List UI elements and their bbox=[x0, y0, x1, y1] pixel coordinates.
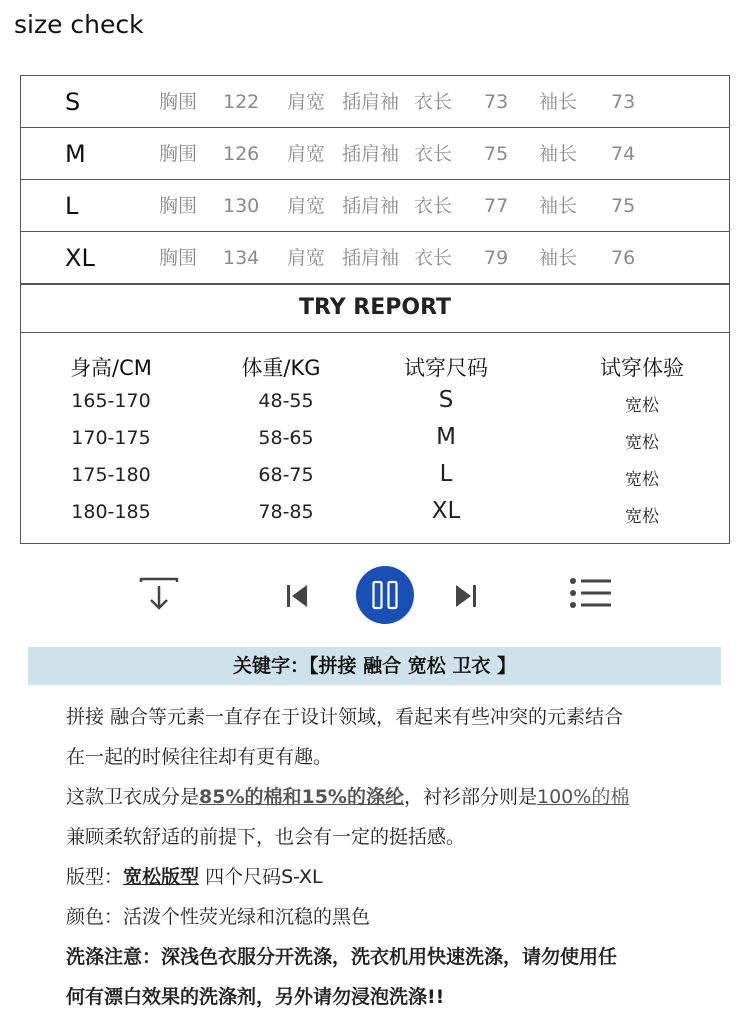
size-cell: L bbox=[439, 461, 453, 487]
size-cell: M bbox=[436, 424, 456, 450]
media-player-bar bbox=[0, 560, 750, 630]
description-line: 拼接 融合等元素一直存在于设计领域，看起来有些冲突的元素结合 bbox=[66, 706, 624, 728]
material-intro: 这款卫衣成分是 bbox=[66, 786, 200, 808]
header-height: 身高/CM bbox=[70, 356, 152, 380]
chest-value: 126 bbox=[223, 143, 260, 165]
download-icon[interactable] bbox=[138, 576, 180, 614]
size-label: S bbox=[65, 88, 81, 116]
sleeve-value: 76 bbox=[611, 247, 636, 269]
chest-label: 胸围 bbox=[159, 195, 198, 217]
sleeve-label: 袖长 bbox=[539, 195, 578, 217]
weight-cell: 78-85 bbox=[258, 501, 314, 523]
wash-note-line: 何有漂白效果的洗涤剂，另外请勿浸泡洗涤!! bbox=[66, 986, 445, 1008]
size-row bbox=[21, 232, 729, 284]
height-cell: 165-170 bbox=[71, 390, 151, 412]
length-value: 77 bbox=[484, 195, 509, 217]
header-try-size: 试穿尺码 bbox=[404, 356, 488, 380]
header-experience: 试穿体验 bbox=[600, 356, 684, 380]
shoulder-label: 肩宽 bbox=[287, 91, 326, 113]
fit-value: 宽松版型 bbox=[123, 866, 200, 888]
sleeve-type: 插肩袖 bbox=[342, 195, 400, 217]
experience-cell: 宽松 bbox=[625, 470, 659, 490]
sleeve-label: 袖长 bbox=[539, 247, 578, 269]
size-row bbox=[21, 76, 729, 128]
length-label: 衣长 bbox=[414, 247, 453, 269]
try-report-title: TRY REPORT bbox=[20, 283, 730, 333]
experience-cell: 宽松 bbox=[625, 433, 659, 453]
wash-note-line: 洗涤注意：深浅色衣服分开洗涤，洗衣机用快速洗涤，请勿使用任 bbox=[66, 946, 618, 968]
size-row bbox=[21, 128, 729, 180]
sleeve-value: 75 bbox=[611, 195, 636, 217]
shoulder-label: 肩宽 bbox=[287, 143, 326, 165]
description-line: 在一起的时候往往却有更有趣。 bbox=[66, 746, 333, 768]
next-icon[interactable] bbox=[454, 583, 478, 609]
shirt-material-highlight: 100%的棉 bbox=[537, 786, 630, 808]
size-label: M bbox=[65, 140, 86, 168]
chest-value: 130 bbox=[223, 195, 260, 217]
pause-icon[interactable] bbox=[355, 565, 415, 625]
header-weight: 体重/KG bbox=[241, 356, 321, 380]
keyword-banner: 关键字：【拼接 融合 宽松 卫衣 】 bbox=[28, 647, 721, 685]
length-label: 衣长 bbox=[414, 91, 453, 113]
sleeve-label: 袖长 bbox=[539, 91, 578, 113]
chest-label: 胸围 bbox=[159, 91, 198, 113]
sleeve-label: 袖长 bbox=[539, 143, 578, 165]
color-line: 颜色：活泼个性荧光绿和沉稳的黑色 bbox=[66, 906, 371, 928]
try-report-table bbox=[20, 332, 730, 544]
sleeve-value: 74 bbox=[611, 143, 636, 165]
shoulder-label: 肩宽 bbox=[287, 247, 326, 269]
sleeve-type: 插肩袖 bbox=[342, 91, 400, 113]
playlist-icon[interactable] bbox=[569, 577, 613, 609]
chest-value: 134 bbox=[223, 247, 260, 269]
shoulder-label: 肩宽 bbox=[287, 195, 326, 217]
material-mid: ，衬衫部分则是 bbox=[403, 786, 537, 808]
chest-label: 胸围 bbox=[159, 247, 198, 269]
previous-icon[interactable] bbox=[285, 583, 309, 609]
fit-label: 版型： bbox=[66, 866, 124, 888]
chest-value: 122 bbox=[223, 91, 260, 113]
weight-cell: 58-65 bbox=[258, 427, 314, 449]
size-cell: XL bbox=[431, 498, 461, 524]
experience-cell: 宽松 bbox=[625, 396, 659, 416]
weight-cell: 48-55 bbox=[258, 390, 314, 412]
experience-cell: 宽松 bbox=[625, 507, 659, 527]
height-cell: 170-175 bbox=[71, 427, 151, 449]
sleeve-type: 插肩袖 bbox=[342, 143, 400, 165]
page-title: size check bbox=[14, 10, 144, 39]
length-value: 73 bbox=[484, 91, 509, 113]
height-cell: 175-180 bbox=[71, 464, 151, 486]
description-line: 兼顾柔软舒适的前提下，也会有一定的挺括感。 bbox=[66, 826, 466, 848]
size-label: XL bbox=[65, 244, 95, 272]
material-line bbox=[66, 782, 629, 809]
sleeve-value: 73 bbox=[611, 91, 636, 113]
size-row bbox=[21, 180, 729, 232]
size-cell: S bbox=[438, 387, 454, 413]
chest-label: 胸围 bbox=[159, 143, 198, 165]
fit-line bbox=[66, 862, 323, 889]
material-highlight: 85%的棉和15%的涤纶 bbox=[199, 786, 404, 808]
sleeve-type: 插肩袖 bbox=[342, 247, 400, 269]
fit-sizes: 四个尺码S-XL bbox=[199, 866, 323, 888]
size-table bbox=[20, 75, 730, 285]
length-value: 75 bbox=[484, 143, 509, 165]
length-label: 衣长 bbox=[414, 143, 453, 165]
height-cell: 180-185 bbox=[71, 501, 151, 523]
length-value: 79 bbox=[484, 247, 509, 269]
weight-cell: 68-75 bbox=[258, 464, 314, 486]
size-label: L bbox=[65, 192, 79, 220]
length-label: 衣长 bbox=[414, 195, 453, 217]
